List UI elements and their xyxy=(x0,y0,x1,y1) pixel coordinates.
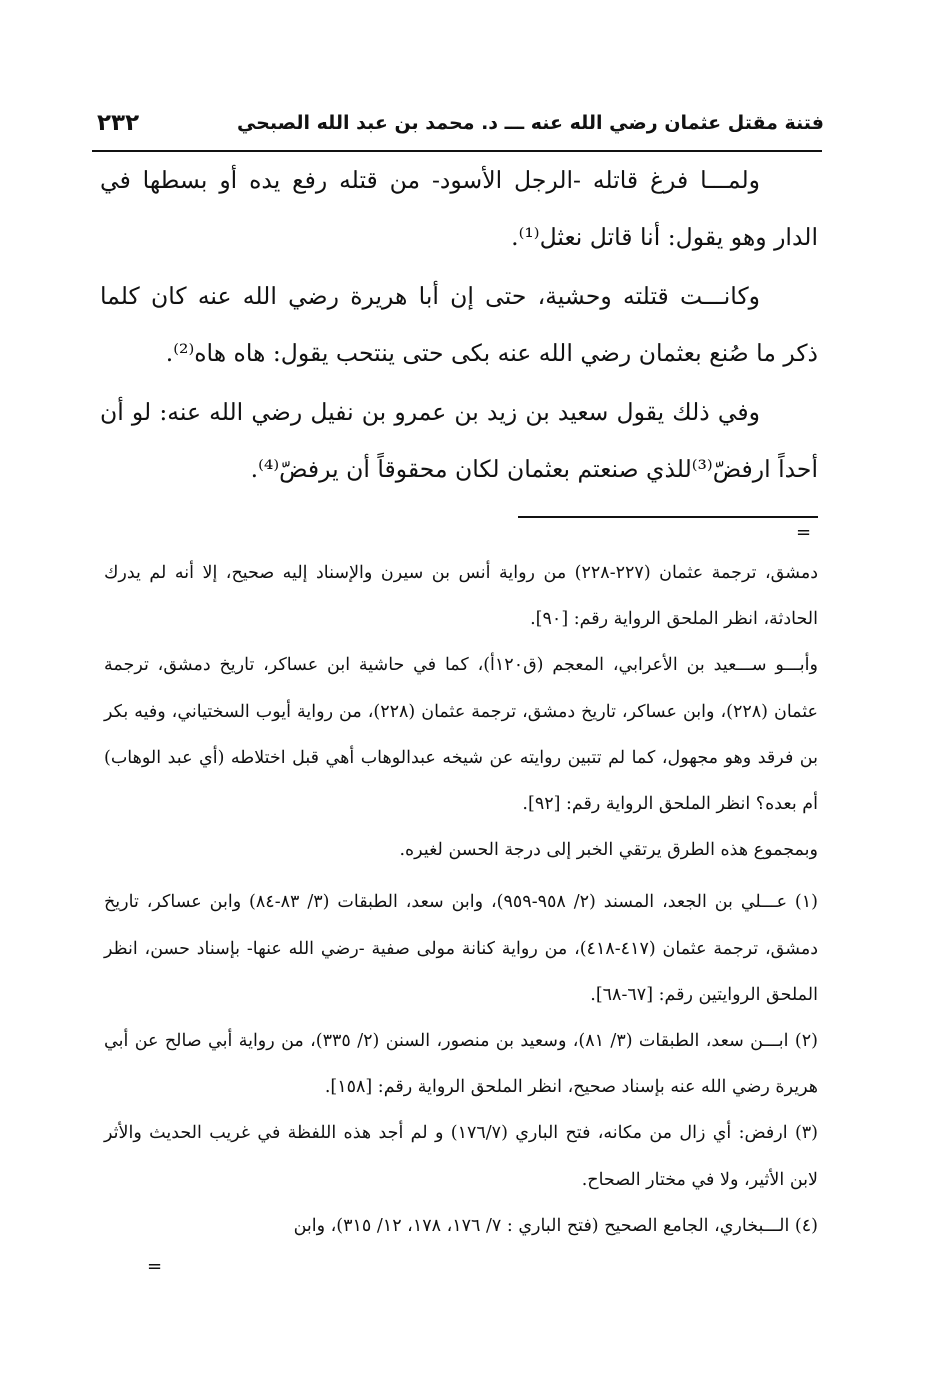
header-title: فتنة مقتل عثمان رضي الله عنه ـــ د. محمد بن عبد الله الصبحي xyxy=(236,112,824,134)
main-paragraph-2 xyxy=(100,268,818,382)
main-paragraph-3-text: وفي ذلك يقول سعيد بن زيد بن عمرو بن نفيل رضي الله عنه: لو أن أحداً ارفضّ⁽³⁾للذي صنعتم بعثمان لكان محقوقاً أن يرفضّ⁽⁴⁾. xyxy=(100,398,818,483)
footnote-4: (٤) الـــبخاري، الجامع الصحيح (فتح الباري : ٧/ ١٧٦، ١٧٨، ١٢/ ٣١٥)، وابن xyxy=(293,1215,818,1236)
page-number: ٢٣٢ xyxy=(97,110,140,136)
running-header xyxy=(97,104,824,150)
main-paragraph-2-text: وكانـــت قتلته وحشية، حتى إن أبا هريرة رضي الله عنه كان كلما ذكر ما صُنع بعثمان رضي الله عنه بكى حتى ينتحب يقول: هاه هاه⁽²⁾. xyxy=(100,282,818,367)
main-text xyxy=(100,152,818,500)
footnote-continuation-1: دمشق، ترجمة عثمان (٢٢٧-٢٢٨) من رواية أنس بن سيرن والإسناد إليه صحيح، إلا أنه لم يدرك الحادثة، انظر الملحق الرواية رقم: [٩٠]. xyxy=(104,563,818,630)
continuation-mark-bottom: = xyxy=(147,1256,163,1277)
main-paragraph-1 xyxy=(100,152,818,266)
continuation-mark-top: = xyxy=(796,522,812,543)
footnote-3: (٣) ارفض: أي زال من مكانه، فتح الباري (١٧٦/٧) و لم أجد هذه اللفظة في غريب الحديث والأثر لابن الأثير، ولا في مختار الصحاح. xyxy=(104,1123,818,1190)
footnote-2: (٢) ابـــن سعد، الطبقات (٣/ ٨١)، وسعيد بن منصور، السنن (٢/ ٣٣٥)، من رواية أبي صالح عن أبي هريرة رضي الله عنه بإسناد صحيح، انظر الملحق الرواية رقم: [١٥٨]. xyxy=(104,1031,818,1098)
footnote-separator xyxy=(518,516,818,518)
footnote-continuation-2: وأبـــو ســـعيد بن الأعرابي، المعجم (ق١٢٠أ)، كما في حاشية ابن عساكر، تاريخ دمشق، ترجمة عثمان (٢٢٨)، وابن عساكر، تاريخ دمشق، ترجمة عثمان (٢٢٨)، من رواية أيوب السختياني، وفيه بكر بن فرقد وهو مجهول، كما لم تتبين روايته عن شيخه عبدالوهاب أهي قبل اختلاطه (أي عبد الوهاب) أم بعده؟ انظر الملحق الرواية رقم: [٩٢]. xyxy=(104,655,818,815)
main-paragraph-3 xyxy=(100,384,818,498)
footnotes xyxy=(104,550,818,1249)
footnote-continuation-3: وبمجموع هذه الطرق يرتقي الخبر إلى درجة الحسن لغيره. xyxy=(399,840,818,861)
footnote-1: (١) عـــلي بن الجعد، المسند (٢/ ٩٥٨-٩٥٩)، وابن سعد، الطبقات (٣/ ٨٣-٨٤) وابن عساكر، تاريخ دمشق، ترجمة عثمان (٤١٧-٤١٨)، من رواية كنانة مولى صفية -رضي الله عنها- بإسناد حسن، انظر الملحق الروايتين رقم: [٦٧-٦٨]. xyxy=(104,892,818,1005)
main-paragraph-1-text: ولمـــا فرغ قاتله -الرجل الأسود- من قتله رفع يده أو بسطها في الدار وهو يقول: أنا قاتل نعثل⁽¹⁾. xyxy=(100,166,818,251)
